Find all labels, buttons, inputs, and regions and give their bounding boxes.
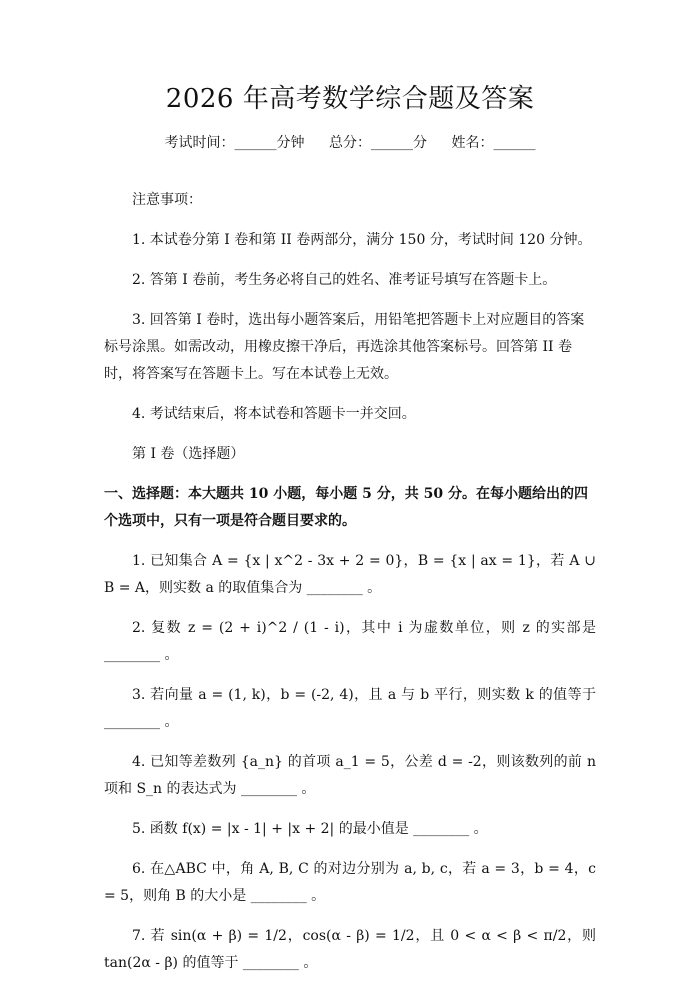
notice-item-4: 4. 考试结束后，将本试卷和答题卡一并交回。 <box>132 406 416 422</box>
exam-meta <box>0 132 700 152</box>
total-score: 总分：______分 <box>329 135 427 151</box>
notice-item-2: 2. 答第 I 卷前，考生务必将自己的姓名、准考证号填写在答题卡上。 <box>132 272 557 288</box>
exam-time: 考试时间：______分钟 <box>164 135 305 151</box>
part1-label: 第 I 卷（选择题） <box>132 446 245 462</box>
question-1: 1. 已知集合 A = {x | x^2 - 3x + 2 = 0}，B = {x | ax = 1}，若 A ∪ B = A，则实数 a 的取值集合为 ________ 。 <box>104 553 596 596</box>
exam-body <box>104 187 596 990</box>
notice-item-1: 1. 本试卷分第 I 卷和第 II 卷两部分，满分 150 分，考试时间 120 分钟。 <box>132 232 592 248</box>
page-title: 2026 年高考数学综合题及答案 <box>165 84 535 114</box>
question-3: 3. 若向量 a = (1, k)，b = (-2, 4)，且 a 与 b 平行，则实数 k 的值等于 ________ 。 <box>104 687 596 730</box>
section-heading: 一、选择题：本大题共 10 小题，每小题 5 分，共 50 分。在每小题给出的四个选项中，只有一项是符合题目要求的。 <box>104 486 588 529</box>
question-4: 4. 已知等差数列 {a_n} 的首项 a_1 = 5，公差 d = -2，则该数列的前 n 项和 S_n 的表达式为 ________ 。 <box>104 754 596 797</box>
question-6: 6. 在△ABC 中，角 A, B, C 的对边分别为 a, b, c，若 a = 3，b = 4，c = 5，则角 B 的大小是 ________ 。 <box>104 861 596 904</box>
student-name: 姓名：______ <box>451 135 536 151</box>
question-7: 7. 若 sin(α + β) = 1/2，cos(α - β) = 1/2，且 0 < α < β < π/2，则 tan(2α - β) 的值等于 ________ 。 <box>104 928 596 971</box>
question-5: 5. 函数 f(x) = |x - 1| + |x + 2| 的最小值是 ________ 。 <box>132 821 488 837</box>
notice-item-3: 3. 回答第 I 卷时，选出每小题答案后，用铅笔把答题卡上对应题目的答案标号涂黑。如需改动，用橡皮擦干净后，再选涂其他答案标号。回答第 II 卷时，将答案写在答题卡上。写在本试卷上无效。 <box>104 312 585 382</box>
notice-heading: 注意事项： <box>132 192 202 208</box>
question-2: 2. 复数 z = (2 + i)^2 / (1 - i)，其中 i 为虚数单位，则 z 的实部是 ________ 。 <box>104 620 596 663</box>
